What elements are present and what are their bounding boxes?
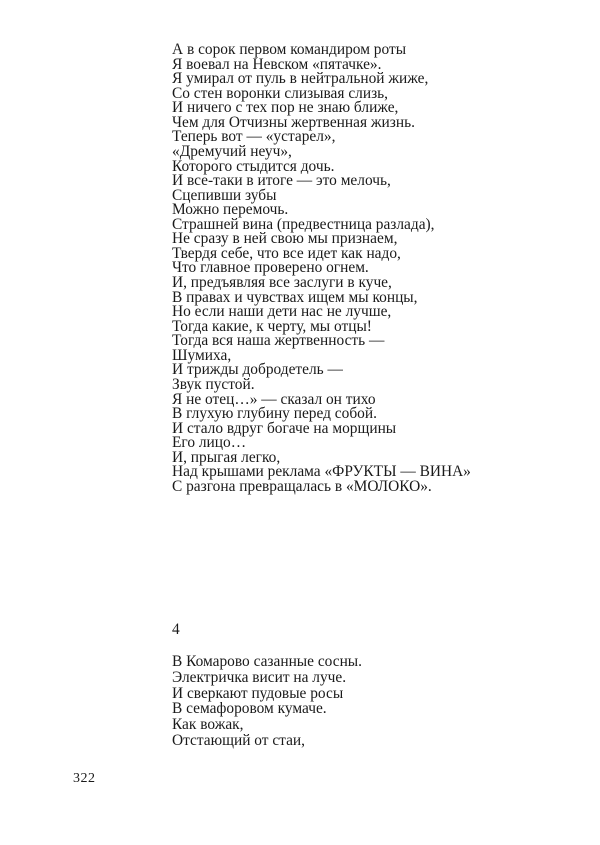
poem-line: Сцепивши зубы bbox=[172, 186, 277, 204]
poem-line: Отстающий от стаи, bbox=[172, 731, 305, 749]
poem-line: Как вожак, bbox=[172, 716, 244, 734]
poem-line: Звук пустой. bbox=[172, 375, 255, 393]
poem-line: А в сорок первом командиром роты bbox=[172, 41, 407, 58]
poem-line: Тогда вся наша жертвенность — bbox=[172, 332, 385, 350]
poem-line: В семафоровом кумаче. bbox=[172, 700, 327, 718]
poem-line: Я умирал от пуль в нейтральной жиже, bbox=[172, 70, 429, 88]
poem-line: Чем для Отчизны жертвенная жизнь. bbox=[172, 113, 415, 131]
poem-line: Можно перемочь. bbox=[172, 201, 289, 219]
poem-stanza-part-4 bbox=[172, 654, 362, 749]
page-number: 322 bbox=[73, 771, 96, 786]
poem-stanza-part-3 bbox=[172, 43, 471, 494]
poem-line: Его лицо… bbox=[172, 434, 247, 452]
poem-line: С разгона превращалась в «МОЛОКО». bbox=[172, 477, 432, 495]
poem-line: Над крышами реклама «ФРУКТЫ — ВИНА» bbox=[172, 463, 471, 481]
poem-line: Страшней вина (предвестница разлада), bbox=[172, 215, 435, 233]
poem-line: Я не отец…» — сказал он тихо bbox=[172, 390, 376, 408]
poem-line: Твердя себе, что все идет как надо, bbox=[172, 244, 401, 262]
poem-line: Не сразу в ней свою мы признаем, bbox=[172, 230, 398, 248]
poem-line: В правах и чувствах ищем мы концы, bbox=[172, 288, 418, 306]
poem-line: И ничего с тех пор не знаю ближе, bbox=[172, 99, 399, 117]
poem-line: Я воевал на Невском «пятачке». bbox=[172, 55, 382, 73]
poem-line: Но если наши дети нас не лучше, bbox=[172, 303, 392, 321]
section-number: 4 bbox=[172, 621, 180, 638]
poem-line: Теперь вот — «устарел», bbox=[172, 128, 336, 146]
poem-line: И все-таки в итоге — это мелочь, bbox=[172, 172, 391, 190]
poem-line: Тогда какие, к черту, мы отцы! bbox=[172, 317, 372, 335]
poem-line: В глухую глубину перед собой. bbox=[172, 405, 377, 423]
poem-line: В Комарово сазанные сосны. bbox=[172, 653, 362, 670]
poem-line: Что главное проверено огнем. bbox=[172, 259, 369, 277]
poem-line: Шумиха, bbox=[172, 346, 232, 364]
poem-line: И трижды добродетель — bbox=[172, 361, 343, 379]
poem-line: И, предъявляя все заслуги в куче, bbox=[172, 274, 392, 291]
poem-line: И стало вдруг богаче на морщины bbox=[172, 419, 397, 437]
poem-line: И сверкают пудовые росы bbox=[172, 684, 344, 702]
poem-line: Со стен воронки слизывая слизь, bbox=[172, 84, 389, 102]
poem-line: Которого стыдится дочь. bbox=[172, 157, 335, 175]
poem-line: Электричка висит на луче. bbox=[172, 668, 347, 686]
poem-line: «Дремучий неуч», bbox=[172, 142, 292, 160]
poem-line: И, прыгая легко, bbox=[172, 448, 281, 466]
